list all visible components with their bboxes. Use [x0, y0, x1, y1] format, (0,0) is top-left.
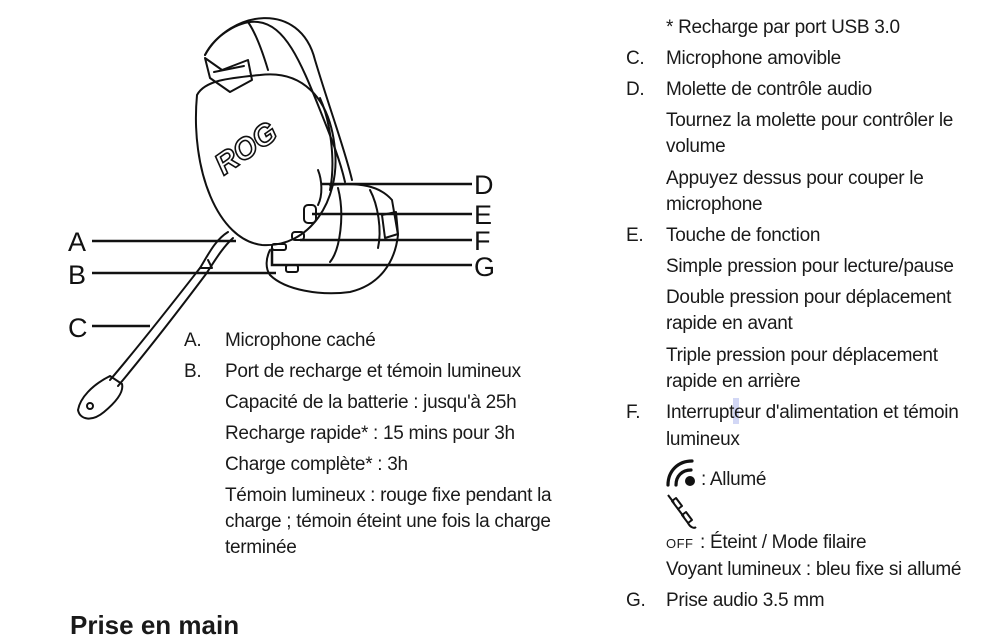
- item-g-text: Prise audio 3.5 mm: [666, 590, 825, 611]
- item-f-text-1: Interrupteur d'alimentation et témoin: [666, 402, 959, 423]
- item-g-key: G.: [626, 590, 646, 611]
- on-status: : Allumé: [701, 469, 767, 490]
- item-d-text: Molette de contrôle audio: [666, 79, 872, 100]
- label-e: E: [474, 200, 493, 230]
- label-f: F: [474, 226, 491, 256]
- fast-charge: Recharge rapide* : 15 mins pour 3h: [225, 423, 515, 444]
- item-e-key: E.: [626, 225, 644, 246]
- wheel-press-1: Appuyez dessus pour couper le: [666, 168, 924, 189]
- triple-press-2: rapide en arrière: [666, 371, 801, 392]
- wheel-turn-2: volume: [666, 136, 726, 157]
- item-c-key: C.: [626, 48, 645, 69]
- label-b: B: [68, 260, 87, 290]
- usb-note: * Recharge par port USB 3.0: [666, 17, 900, 38]
- wireless-on-icon: [664, 455, 702, 489]
- label-c: C: [68, 313, 88, 343]
- rog-logo: ROG: [208, 115, 284, 182]
- item-f-key: F.: [626, 402, 641, 423]
- label-d: D: [474, 170, 494, 200]
- item-a-text: Microphone caché: [225, 330, 376, 351]
- item-b-text: Port de recharge et témoin lumineux: [225, 361, 521, 382]
- single-press: Simple pression pour lecture/pause: [666, 256, 954, 277]
- full-charge: Charge complète* : 3h: [225, 454, 408, 475]
- wired-plug-icon: [664, 493, 698, 533]
- off-label: OFF: [666, 536, 694, 551]
- wheel-turn-1: Tournez la molette pour contrôler le: [666, 110, 954, 131]
- item-d-key: D.: [626, 79, 645, 100]
- item-e-text: Touche de fonction: [666, 225, 821, 246]
- led-blue: Voyant lumineux : bleu fixe si allumé: [666, 559, 962, 580]
- led-line-1: Témoin lumineux : rouge fixe pendant la: [225, 485, 552, 506]
- led-line-2: charge ; témoin éteint une fois la charge: [225, 511, 551, 532]
- battery-capacity: Capacité de la batterie : jusqu'à 25h: [225, 392, 517, 413]
- triple-press-1: Triple pression pour déplacement: [666, 345, 938, 366]
- double-press-1: Double pression pour déplacement: [666, 287, 952, 308]
- section-heading: Prise en main: [70, 610, 240, 640]
- wheel-press-2: microphone: [666, 194, 763, 215]
- item-a-key: A.: [184, 330, 202, 351]
- off-status: : Éteint / Mode filaire: [700, 532, 867, 553]
- double-press-2: rapide en avant: [666, 313, 793, 334]
- item-b-key: B.: [184, 361, 202, 382]
- label-a: A: [68, 227, 87, 257]
- label-g: G: [474, 252, 496, 282]
- item-c-text: Microphone amovible: [666, 48, 841, 69]
- item-f-text-2: lumineux: [666, 429, 740, 450]
- led-line-3: terminée: [225, 537, 297, 558]
